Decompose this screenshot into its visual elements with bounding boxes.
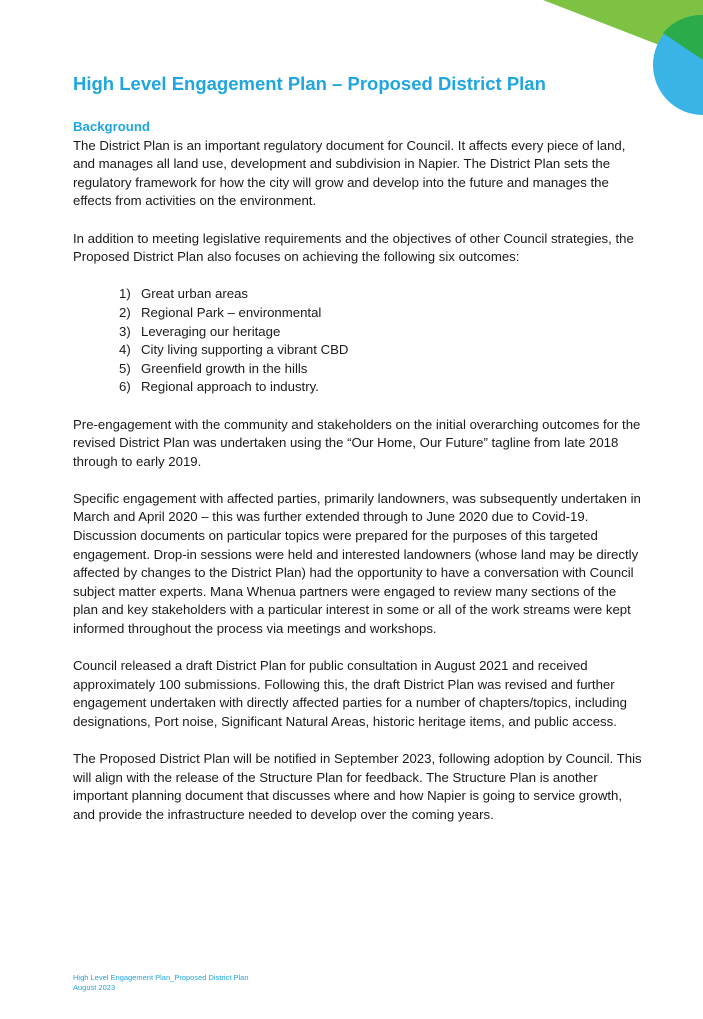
- outcome-number: 1): [119, 286, 131, 302]
- paragraph: The Proposed District Plan will be notified in September 2023, following adoption by Council. This will align with the release of the Structure Plan for feedback. The Structure Plan is another important planning document that discusses where and how Napier is going to service growth, and provide the infrastructure needed to develop over the coming years.: [73, 751, 642, 822]
- paragraph: Pre-engagement with the community and stakeholders on the initial overarching outcomes for the revised District Plan was undertaken using the “Our Home, Our Future” tagline from late 2018 through to early 2019.: [73, 416, 641, 469]
- paragraph: Specific engagement with affected parties, primarily landowners, was subsequently undertaken in March and April 2020 – this was further extended through to June 2020 due to Covid-19. Discussion documents on particular topics were prepared for the purposes of this targeted engagement. Drop-in sessions were held and interested landowners (whose land may be directly affected by changes to the District Plan) had the opportunity to have a conversation with Council subject matter experts. Mana Whenua partners were engaged to review many sections of the plan and key stakeholders with a particular interest in some or all of the work streams were kept informed throughout the process via meetings and workshops.: [73, 490, 641, 637]
- paragraph: In addition to meeting legislative requirements and the objectives of other Council strategies, the Proposed District Plan also focuses on achieving the following six outcomes:: [73, 230, 634, 265]
- outcome-item: [119, 285, 643, 304]
- footer-document-name: High Level Engagement Plan_Proposed District Plan: [73, 973, 249, 982]
- outcome-text: Greenfield growth in the hills: [141, 360, 308, 376]
- footer-date: August 2023: [73, 983, 116, 992]
- outcome-text: Great urban areas: [141, 286, 249, 302]
- outcome-text: Leveraging our heritage: [141, 323, 281, 339]
- outcome-item: [119, 360, 643, 379]
- outcome-item: [119, 378, 643, 397]
- outcome-number: 2): [119, 304, 131, 320]
- outcome-text: Regional approach to industry.: [141, 379, 319, 395]
- outcome-number: 6): [119, 379, 131, 395]
- outcome-text: Regional Park – environmental: [141, 304, 322, 320]
- outcome-number: 4): [119, 342, 131, 358]
- outcome-item: [119, 323, 643, 342]
- outcome-number: 5): [119, 360, 131, 376]
- corner-decoration: [543, 0, 703, 130]
- outcome-text: City living supporting a vibrant CBD: [141, 342, 349, 358]
- outcome-item: [119, 304, 643, 323]
- page-footer: [73, 973, 249, 993]
- paragraph: The District Plan is an important regulatory document for Council. It affects every piece of land, and manages all land use, development and subdivision in Napier. The District Plan sets the regulatory framework for how the city will grow and develop into the future and manages the effects from activities on the environment.: [73, 137, 626, 209]
- outcome-number: 3): [119, 323, 131, 339]
- page-title: High Level Engagement Plan – Proposed District Plan: [73, 73, 546, 94]
- paragraph: Council released a draft District Plan for public consultation in August 2021 and received approximately 100 submissions. Following this, the draft District Plan was revised and further engagement undertaken with directly affected parties for a number of chapters/topics, including designations, Port noise, Significant Natural Areas, historic heritage items, and public access.: [73, 658, 627, 729]
- main-content: [73, 118, 643, 843]
- outcomes-list: [73, 285, 643, 397]
- section-heading-background: Background: [73, 119, 150, 134]
- outcome-item: [119, 341, 643, 360]
